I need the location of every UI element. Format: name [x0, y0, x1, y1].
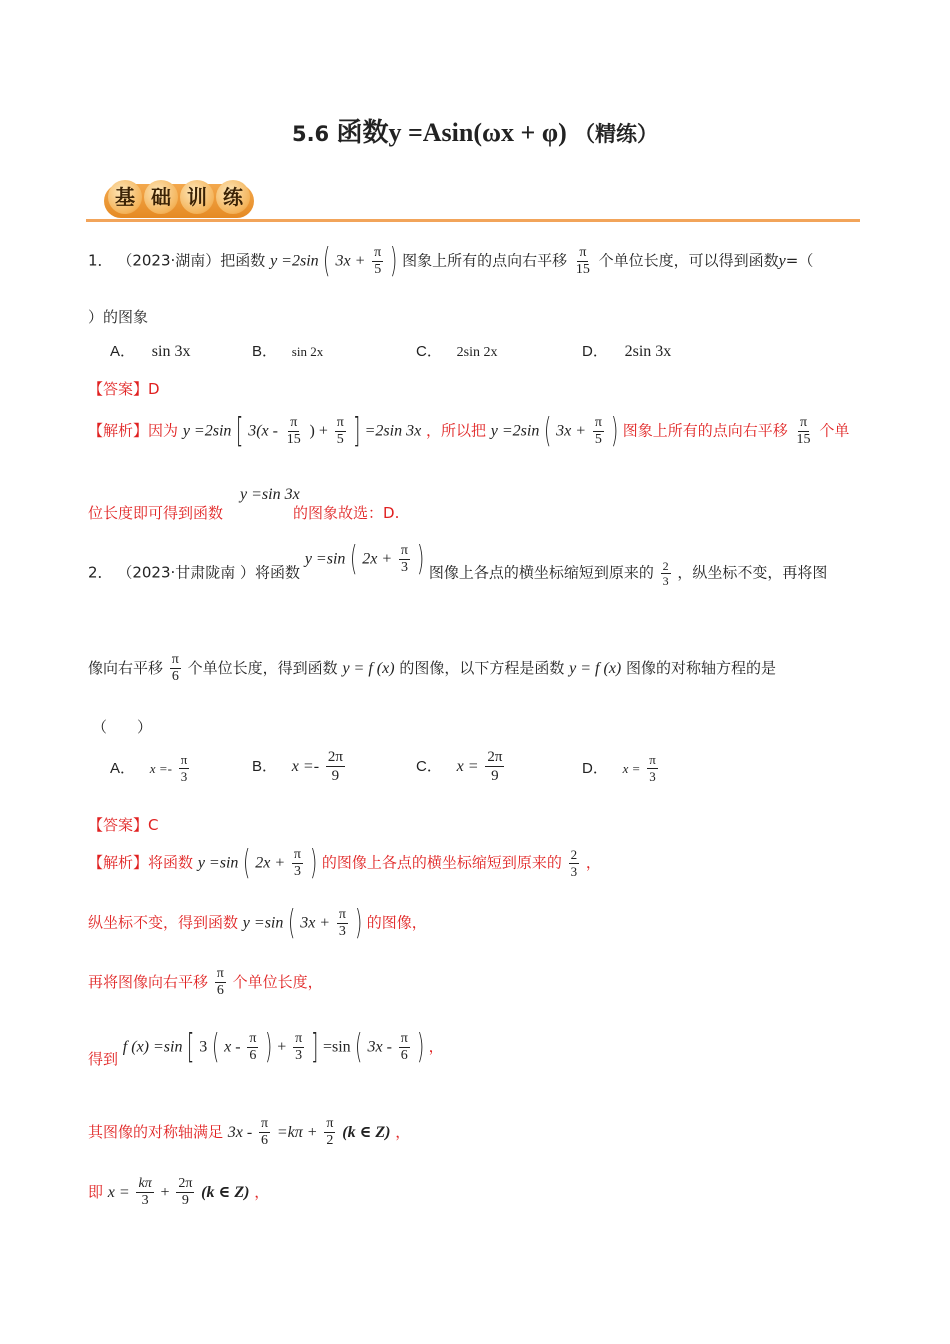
q2-stem-line2: 像向右平移 $\frac{\pi}{6}$ 个单位长度，得到函数 y = f (x) 的图像，以下方程是函数 y = f (x) 图像的对称轴方程的是	[88, 652, 777, 684]
q1-explanation-eq: y =sin 3x	[240, 486, 300, 503]
q1-frac: $\frac{\pi}{5}$	[374, 244, 382, 277]
q2-explanation-line2: 纵坐标不变，得到函数 y =sin ( 3x + $\frac{\pi}{3}$ ) 的图像，	[88, 903, 427, 943]
q1-option-a[interactable]: A． sin 3x	[110, 343, 191, 360]
title-prefix: 5.6	[291, 122, 330, 146]
q1-text-b: 个单位长度，可以得到函数	[598, 251, 779, 270]
title-suffix: （精练）	[574, 122, 659, 146]
page-title	[0, 112, 950, 149]
q2-explanation-line3: 再将图像向右平移 $\frac{\pi}{6}$ 个单位长度，	[88, 966, 323, 998]
q1-option-c[interactable]: C． 2sin 2x	[416, 343, 498, 360]
banner-char-1: 基	[108, 180, 142, 214]
q1-source: （2023·湖南）把函数	[117, 251, 266, 270]
q2-answer-value: C	[148, 816, 159, 834]
q1-func-inner: 3x +	[335, 252, 366, 270]
section-banner	[86, 178, 860, 226]
q1-text-a: 图象上所有的点向右平移	[402, 251, 568, 270]
q2-option-c[interactable]: C． x = $\frac{2\pi}{9}$	[416, 749, 503, 784]
q1-explanation-line1: 【解析】因为 y =2sin [ 3(x - $\frac{\pi}{15}$ ) + $\frac{\pi}{5}$ ] =2sin 3x ，所以把 y =2sin ( 3x + $\frac{\pi}{5}$ ) 图象上所有的点向右平移 $\frac{\pi}{15}$ 个单	[88, 411, 850, 451]
q2-explanation-line5: 其图像的对称轴满足 3x - $\frac{\pi}{6}$ =kπ + $\frac{\pi}{2}$ (k ∈ Z) ，	[88, 1116, 411, 1148]
q2-blank: （ ）	[92, 718, 153, 736]
banner-char-2: 础	[144, 180, 178, 214]
q1-number: 1．	[88, 251, 113, 270]
q2-source: （2023·甘肃陇南 ）将函数	[117, 563, 301, 582]
q2-explanation-line6: 即 x = $\frac{k\pi}{3}$ + $\frac{2\pi}{9}$ (k ∈ Z) ，	[88, 1176, 270, 1208]
q1-stem-line1: 1． （2023·湖南）把函数 y =2sin ( 3x + $\frac{\pi}{5}$ ) 图象上所有的点向右平移 $\frac{\pi}{15}$ 个单位长度，可以得到函数y=（	[88, 241, 814, 281]
q1-option-d[interactable]: D． 2sin 3x	[582, 343, 672, 360]
q1-explanation-line2: 位长度即可得到函数 的图象故选：D.	[88, 504, 400, 522]
q1-stem-line2: ）的图象	[88, 308, 149, 326]
q2-explanation-line4: 得到 f (x) =sin [ 3 ( x - $\frac{\pi}{6}$ ) + $\frac{\pi}{3}$ ] =sin ( 3x - $\frac{\pi}{6}$ ) ，	[88, 1027, 444, 1068]
q2-option-b[interactable]: B． x =- $\frac{2\pi}{9}$	[252, 749, 343, 784]
banner-char-3: 训	[180, 180, 214, 214]
q1-func-lead: y =2sin	[270, 252, 319, 270]
q2-stem-line1: 2． （2023·甘肃陇南 ）将函数 y =sin ( 2x + $\frac{\pi}{3}$ ) 图像上各点的横坐标缩短到原来的 $\frac{2}{3}$ ，纵坐标不变，再将图	[88, 539, 828, 588]
q2-number: 2．	[88, 563, 113, 582]
q2-explanation-line1: 【解析】将函数 y =sin ( 2x + $\frac{\pi}{3}$ ) 的图像上各点的横坐标缩短到原来的 $\frac{2}{3}$ ，	[88, 843, 601, 883]
q1-option-b[interactable]: B． sin 2x	[252, 343, 324, 360]
q2-answer: 【答案】C	[88, 816, 159, 834]
banner-rule	[86, 219, 860, 222]
q2-option-d[interactable]: D． x = $\frac{\pi}{3}$	[582, 752, 656, 784]
q1-shift: $\frac{\pi}{15}$	[575, 244, 590, 277]
title-function: 函数y =Asin(ωx + φ)	[336, 118, 567, 147]
q2-option-a[interactable]: A． x =- $\frac{\pi}{3}$	[110, 752, 188, 784]
banner-char-4: 练	[216, 180, 250, 214]
q1-answer: 【答案】D	[88, 380, 160, 398]
q1-answer-value: D	[148, 380, 160, 398]
